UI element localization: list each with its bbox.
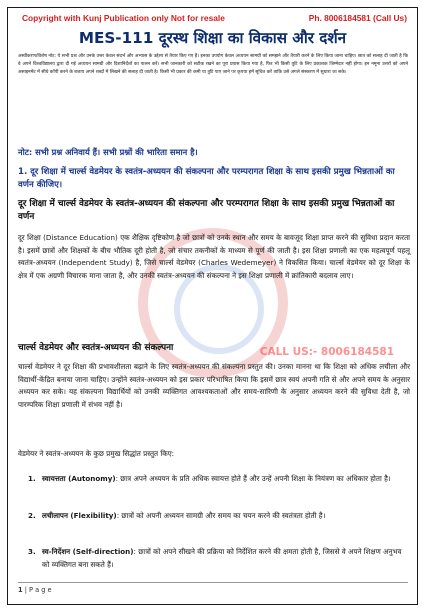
list-text: : छात्रों को अपनी अध्ययन सामग्री और समय का चयन करने की स्वतंत्रता होती है।: [116, 511, 326, 520]
list-item: [28, 510, 410, 523]
list-item: [28, 473, 410, 486]
page-number: 1: [18, 586, 23, 594]
list-text: : छात्र अपने अध्ययन के प्रति अधिक स्वायत्त होते हैं और उन्हें अपनी शिक्षा के नियंत्रण का अधिकार होता है।: [115, 474, 391, 483]
list-text: : छात्रों को अपने सीखने की प्रक्रिया को निर्देशित करने की क्षमता होती है, जिससे वे अपने शिक्षण अनुभव को व्यक्तिगत बना सकते हैं।: [42, 547, 402, 569]
question-text: 1. दूर शिक्षा में चार्ल्स वेडमेयर के स्वतंत्र-अध्ययन की संकल्पना और परम्परागत शिक्षा के साथ इसकी प्रमुख भिन्नताओं का वर्णन कीजिए।: [18, 167, 395, 190]
list-number: 2.: [28, 511, 36, 520]
disclaimer-text: अस्वीकरण/विशेष नोट: ये सभी प्रश्न और उनके उत्तर केवल संदर्भ और अभ्यास के उद्देश्य से तैयार किए गए हैं। इनका उपयोग केवल अध्ययन सामग्री को समझने और तैयारी करने के लिए किया जाना चाहिए। छात्र को सलाह दी जाती है कि वे अपने विश्वविद्यालय द्वारा दी गई अध्ययन सामग्री और दिशानिर्देशों का पालन करें। सभी जानकारी को सटीक रखने का पूरा प्रयास किया गया है, फिर भी किसी त्रुटि के लिए प्रकाशक जिम्मेदार नहीं होगा। इन नमूना उत्तरों को अपने असाइनमेंट में सीधे कॉपी करने के बजाय अपने शब्दों में लिखने की सलाह दी जाती है। किसी भी प्रकार की कमी या त्रुटि पाए जाने पर कृपया हमें सूचित करें ताकि उसे अगले संस्करण में सुधारा जा सके।: [18, 54, 408, 75]
principles-intro: वेडमेयर ने स्वतंत्र-अध्ययन के कुछ प्रमुख सिद्धांत प्रस्तुत किए:: [18, 449, 175, 458]
list-number: 1.: [28, 474, 36, 483]
list-number: 3.: [28, 547, 36, 556]
list-term: स्व-निर्देशन (Self-direction): [42, 547, 134, 556]
page-footer: [18, 582, 408, 594]
copyright-text: Copyright with Kunj Publication only Not for resale: [22, 13, 225, 23]
page-label: | P a g e: [24, 586, 52, 594]
list-term: लचीलापन (Flexibility): [42, 511, 117, 520]
section-heading: चार्ल्स वेडमेयर और स्वतंत्र-अध्ययन की संकल्पना: [18, 343, 174, 353]
call-us-overlay: CALL US:- 8006184581: [259, 346, 394, 358]
list-term: स्वायत्तता (Autonomy): [42, 474, 116, 483]
page-title: MES-111 दूरस्थ शिक्षा का विकास और दर्शन: [78, 29, 347, 47]
copyright-header: [22, 12, 407, 24]
phone-text: Ph. 8006184581 (Call Us): [308, 13, 407, 23]
concept-paragraph: चार्ल्स वेडमेयर ने दूर शिक्षा की प्रभावशीलता बढ़ाने के लिए स्वतंत्र-अध्ययन की संकल्पना प्रस्तुत की। उनका मानना था कि शिक्षा को अधिक लचीला और विद्यार्थी-केंद्रित बनाया जाना चाहिए। उन्होंने स्वतंत्र-अध्ययन को इस प्रकार परिभाषित किया कि इसमें छात्र स्वयं अपनी गति से और अपने समय के अनुसार अध्ययन कर सके। यह संकल्पना विद्यार्थियों को उनकी व्यक्तिगत आवश्यकताओं और समय-सारिणी के अनुसार अध्ययन करने की सुविधा देती है, जो पारम्परिक शिक्षा प्रणाली में संभव नहीं है।: [18, 362, 410, 410]
list-item: [28, 546, 410, 571]
answer-heading: दूर शिक्षा में चार्ल्स वेडमेयर के स्वतंत्र-अध्ययन की संकल्पना और परम्परागत शिक्षा के साथ इसकी प्रमुख भिन्नताओं का वर्णन: [18, 199, 395, 222]
intro-paragraph: दूर शिक्षा (Distance Education) एक शैक्षिक दृष्टिकोण है जो छात्रों को उनके स्थान और समय के बावजूद शिक्षा प्राप्त करने की सुविधा प्रदान करता है। इसमें छात्रों और शिक्षकों के बीच भौतिक दूरी होती है, जो संचार तकनीकों के माध्यम से पूर्ण की जाती है। इस शिक्षा प्रणाली का एक महत्वपूर्ण पहलू स्वतंत्र-अध्ययन (Independent Study) है, जिसे चार्ल्स वेडमेयर (Charles Wedemeyer) ने विकसित किया। चार्ल्स वेडमेयर को दूर शिक्षा के क्षेत्र में एक अग्रणी विचारक माना जाता है, और उनकी स्वतंत्र-अध्ययन की संकल्पना ने इस शिक्षा प्रणाली में क्रांतिकारी बदलाव लाए।: [18, 233, 410, 281]
instructions-note: नोट: सभी प्रश्न अनिवार्य हैं। सभी प्रश्नों की भारिता समान है।: [18, 147, 198, 157]
